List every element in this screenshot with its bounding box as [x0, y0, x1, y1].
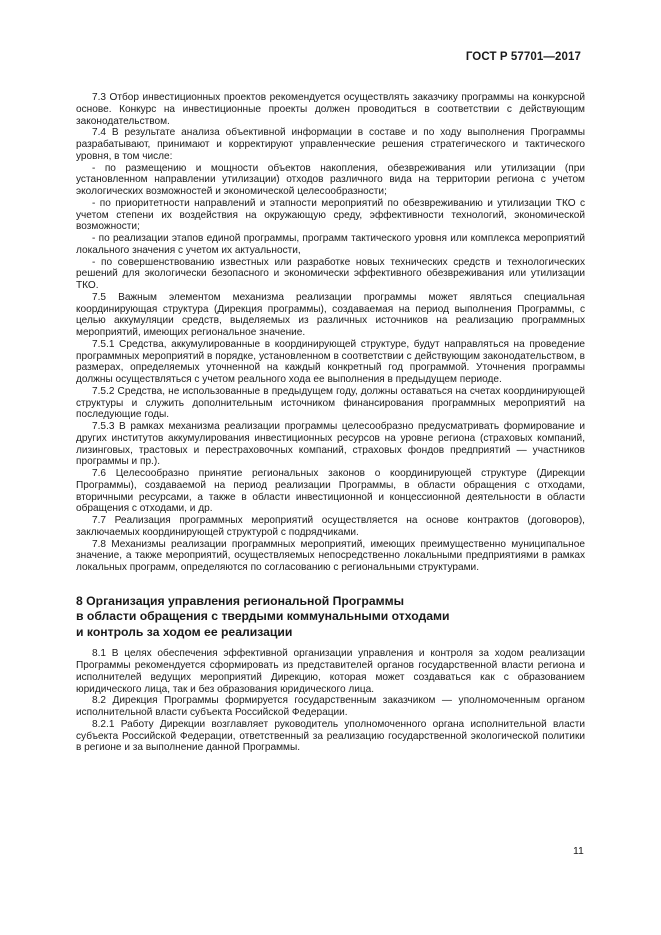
paragraph-7-4: 7.4 В результате анализа объективной информации в составе и по ходу выполнения Программы разрабатывают, принимают и корректируют управленческие решения стратегического и тактического уровня, в том числе:: [76, 127, 585, 162]
list-item-priority: - по приоритетности направлений и этапности мероприятий по обезвреживанию и утилизации ТКО с учетом степени их воздействия на окружающую среду, эффективности технологий, экономической возможности;: [76, 197, 585, 233]
section-heading-line-1: 8 Организация управления региональной Программы: [76, 593, 405, 608]
list-item-stages: - по реализации этапов единой программы, программ тактического уровня или комплекса мероприятий локального значения с учетом их актуальности,: [76, 233, 585, 256]
paragraph-7-5-2: 7.5.2 Средства, не использованные в предыдущем году, должны оставаться на счетах координирующей структуры и служить дополнительным источником финансирования программных мероприятий на последующие годы.: [76, 385, 585, 421]
list-item-placement: - по размещению и мощности объектов накопления, обезвреживания или утилизации (при установленном направлении утилизации) отходов различного вида на территории региона с учетом экологических возможностей и экономической целесообразности;: [76, 162, 585, 197]
document-header-standard-code: ГОСТ Р 57701—2017: [465, 51, 581, 63]
document-body: [76, 92, 585, 754]
paragraph-7-5-1: 7.5.1 Средства, аккумулированные в координирующей структуре, будут направляться на проведение программных мероприятий в порядке, установленном в соответствии с действующим законодательством, в размерах, определяемых уточненной на каждый конкретный год программой. Уточнения программы должны осуществляться с учетом реального хода ее выполнения в предыдущем периоде.: [76, 338, 585, 385]
paragraph-7-5: 7.5 Важным элементом механизма реализации программы может являться специальная координирующая структура (Дирекция программы), создаваемая на период выполнения Программы, с целью аккумуляции средств, выделяемых из различных источников на реализацию программных мероприятий, имеющих региональное значение.: [76, 291, 585, 338]
paragraph-7-5-3: 7.5.3 В рамках механизма реализации программы целесообразно предусматривать формирование и других институтов аккумулирования инвестиционных ресурсов на уровне региона (страховых компаний, лизинговых, трастовых и перестраховочных компаний, страховых фондов предприятий — участников программы и пр.).: [76, 421, 585, 468]
paragraph-7-7: 7.7 Реализация программных мероприятий осуществляется на основе контрактов (договоров), заключаемых координирующей структурой с подрядчиками.: [76, 515, 585, 538]
paragraph-7-6: 7.6 Целесообразно принятие региональных законов о координирующей структуре (Дирекции Программы), создаваемой на период реализации Программы, в области обращения с отходами, вторичными ресурсами, а также в области инвестиционной и концессионной деятельности в области обращения с отходами, и др.: [76, 468, 585, 515]
paragraph-8-2-1: 8.2.1 Работу Дирекции возглавляет руководитель уполномоченного органа исполнительной власти субъекта Российской Федерации, ответственный за реализацию государственной экологической политики в регионе и за выполнение данной Программы.: [76, 718, 585, 754]
section-heading-line-3: и контроль за ходом ее реализации: [76, 624, 293, 639]
page-number: 11: [573, 845, 584, 857]
paragraph-7-8: 7.8 Механизмы реализации программных мероприятий, имеющих преимущественно муниципальное значение, а также мероприятий, осуществляемых непосредственно локальными предприятиями в рамках локальных программ, определяются по согласованию с региональными структурами.: [76, 538, 585, 573]
section-heading-line-2: в области обращения с твердыми коммунальными отходами: [76, 609, 450, 624]
paragraph-8-2: 8.2 Дирекция Программы формируется государственным заказчиком — уполномоченным органом исполнительной власти субъекта Российской Федерации.: [76, 695, 585, 718]
paragraph-8-1: 8.1 В целях обеспечения эффективной организации управления и контроля за ходом реализации Программы рекомендуется сформировать из представителей органов государственной власти региона и исполнителей ведущих мероприятий Дирекцию, которая может создаваться как с образованием юридического лица, так и без образования юридического лица.: [76, 648, 585, 695]
list-item-technology: - по совершенствованию известных или разработке новых технических средств и технологических решений для экологически безопасного и экономически эффективного обезвреживания или утилизации ТКО.: [76, 256, 585, 291]
paragraph-7-3: 7.3 Отбор инвестиционных проектов рекомендуется осуществлять заказчику программы на конкурсной основе. Конкурс на инвестиционные проекты должен проводиться в соответствии с действующим законодательством.: [76, 92, 585, 127]
section-8-heading: [76, 594, 585, 641]
